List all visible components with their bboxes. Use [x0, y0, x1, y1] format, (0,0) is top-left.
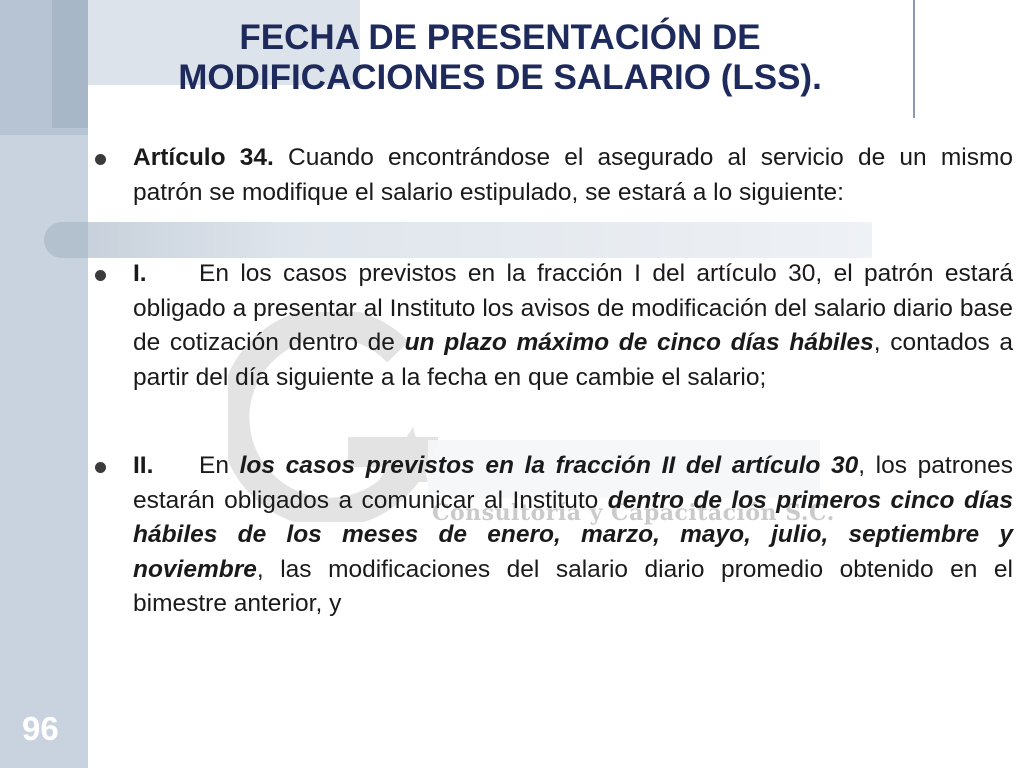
header-divider [913, 0, 915, 118]
watermark-text: Consultoría y Capacitación S.C. [432, 500, 835, 526]
paragraph-text: Cuando encontrándose el asegurado al servicio de un mismo patrón se modifique el salario estipulado, se estará a lo siguiente: [133, 144, 1013, 206]
title-line-1: FECHA DE PRESENTACIÓN DE [239, 18, 761, 57]
emphasis-text: dentro de los primeros cinco días hábiles de los meses de enero, marzo, mayo, julio, septiembre y noviembre [133, 486, 1013, 583]
page-number: 96 [22, 710, 59, 747]
title-line-2: MODIFICACIONES DE SALARIO (LSS). [178, 58, 822, 97]
paragraph-text: , las modificaciones del salario diario promedio obtenido en el bimestre anterior, y [133, 555, 1013, 617]
slide-title [100, 18, 900, 98]
bullet-paragraph-fraccion-i [133, 257, 1013, 395]
top-decorative-square [52, 0, 88, 128]
paragraph-text: En los casos previstos en la fracción I del artículo 30, el patrón estará obligado a presentar al Instituto los avisos de modificación del salario diario base de cotización dentro de [133, 260, 1013, 356]
bullet-paragraph-fraccion-ii [133, 449, 1013, 622]
paragraph-text: , contados a partir del día siguiente a la fecha en que cambie el salario; [133, 329, 1013, 391]
bullet-paragraph-articulo [133, 141, 1013, 210]
decorative-gray-bar-cap [44, 222, 88, 258]
fraction-number: II. [133, 452, 154, 479]
fraction-number: I. [133, 260, 147, 287]
emphasis-text: un plazo máximo de cinco días hábiles [404, 329, 874, 356]
slide-body [133, 141, 1013, 622]
emphasis-text: los casos previstos en la fracción II del artículo 30 [239, 452, 859, 479]
article-label: Artículo 34. [133, 144, 274, 171]
paragraph-text: , los patrones estarán obligados a comunicar al Instituto [133, 452, 1013, 514]
paragraph-text: En [199, 452, 240, 479]
